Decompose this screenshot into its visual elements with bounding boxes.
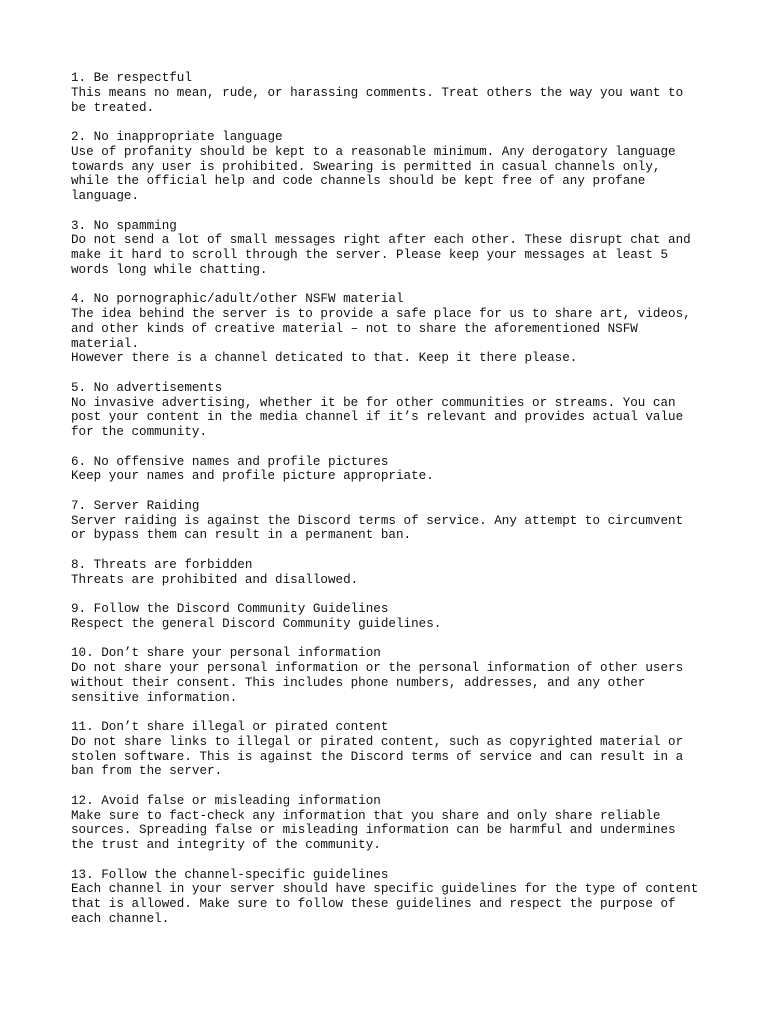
- rule-12: [71, 794, 731, 853]
- rule-3: [71, 219, 731, 278]
- document-page: [71, 71, 731, 941]
- rule-body: Keep your names and profile picture appropriate.: [71, 469, 434, 484]
- rule-title: 13. Follow the channel-specific guidelines: [71, 867, 389, 882]
- rule-title: 2. No inappropriate language: [71, 130, 283, 144]
- rule-body: Use of profanity should be kept to a reasonable minimum. Any derogatory language towards any user is prohibited. Swearing is permitted in casual channels only, while the official help and code channels should be kept free of any profane language.: [71, 144, 676, 203]
- rule-title: 12. Avoid false or misleading information: [71, 793, 381, 808]
- rule-body: The idea behind the server is to provide a safe place for us to share art, videos, and other kinds of creative material – not to share the aforementioned NSFW material. However there is a channel deticated to that. Keep it there please.: [71, 307, 691, 366]
- rule-4: [71, 292, 731, 366]
- rule-body: Threats are prohibited and disallowed.: [71, 572, 359, 587]
- rule-title: 8. Threats are forbidden: [71, 557, 253, 572]
- rule-title: 9. Follow the Discord Community Guidelines: [71, 602, 389, 616]
- rule-6: [71, 455, 731, 485]
- rule-title: 1. Be respectful: [71, 71, 192, 85]
- rule-8: [71, 558, 731, 588]
- rule-body: Do not share links to illegal or pirated content, such as copyrighted material or stolen software. This is against the Discord terms of service and can result in a ban from the server.: [71, 734, 684, 779]
- rule-body: Respect the general Discord Community guidelines.: [71, 616, 442, 631]
- rule-title: 10. Don’t share your personal information: [71, 646, 381, 661]
- rule-title: 6. No offensive names and profile pictures: [71, 454, 389, 469]
- rule-title: 11. Don’t share illegal or pirated content: [71, 720, 389, 734]
- rule-body: No invasive advertising, whether it be for other communities or streams. You can post your content in the media channel if it’s relevant and provides actual value for the community.: [71, 395, 684, 439]
- rule-13: [71, 868, 731, 927]
- rule-title: 5. No advertisements: [71, 380, 223, 395]
- rule-7: [71, 499, 731, 543]
- rule-5: [71, 381, 731, 440]
- rule-body: Do not send a lot of small messages right after each other. These disrupt chat and make it hard to scroll through the server. Please keep your messages at least 5 words long while chatting.: [71, 233, 691, 277]
- rule-body: This means no mean, rude, or harassing comments. Treat others the way you want to be treated.: [71, 85, 684, 115]
- rule-title: 7. Server Raiding: [71, 498, 200, 513]
- rule-body: Each channel in your server should have specific guidelines for the type of content that is allowed. Make sure to follow these guidelines and respect the purpose of each channel.: [71, 882, 699, 926]
- rule-1: [71, 71, 731, 115]
- rule-body: Make sure to fact-check any information that you share and only share reliable sources. Spreading false or misleading information can be harmful and undermines the trust and integrity of the community.: [71, 808, 676, 852]
- rule-9: [71, 602, 731, 632]
- rule-body: Server raiding is against the Discord terms of service. Any attempt to circumvent or bypass them can result in a permanent ban.: [71, 513, 684, 543]
- rule-body: Do not share your personal information or the personal information of other users without their consent. This includes phone numbers, addresses, and any other sensitive information.: [71, 661, 684, 705]
- rule-2: [71, 130, 731, 204]
- rule-10: [71, 646, 731, 705]
- rule-11: [71, 720, 731, 779]
- rule-title: 3. No spamming: [71, 218, 177, 233]
- rule-title: 4. No pornographic/adult/other NSFW material: [71, 292, 404, 307]
